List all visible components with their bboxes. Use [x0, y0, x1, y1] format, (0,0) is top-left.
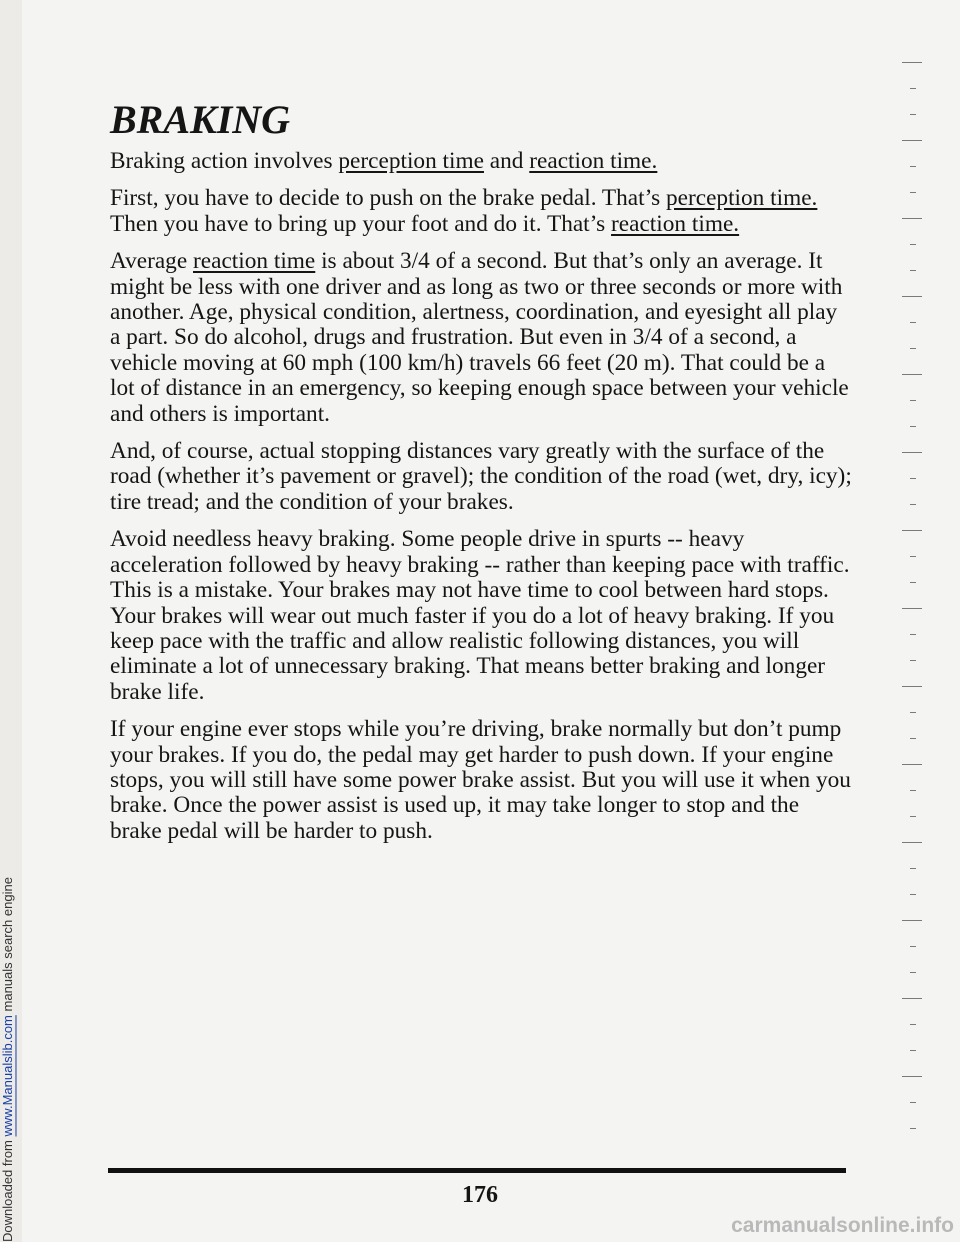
- defined-term: perception time: [338, 148, 484, 174]
- scan-mark: [910, 816, 916, 817]
- scan-mark: [910, 322, 916, 323]
- scan-mark: [902, 296, 922, 297]
- page-content: [110, 96, 852, 856]
- watermark: carmanualsonline.info: [731, 1214, 954, 1237]
- scan-mark: [902, 374, 922, 375]
- paragraph: [110, 717, 852, 844]
- scan-mark: [902, 218, 922, 219]
- footer-rule: [108, 1168, 846, 1173]
- scan-mark: [902, 842, 922, 843]
- defined-term: reaction time.: [529, 148, 658, 174]
- scan-mark: [910, 348, 916, 349]
- scan-mark: [910, 1102, 916, 1103]
- manualslib-link[interactable]: www.Manualslib.com: [0, 1015, 15, 1137]
- scan-mark: [910, 1024, 916, 1025]
- scan-mark: [902, 686, 922, 687]
- scan-mark: [910, 582, 916, 583]
- scan-mark: [902, 608, 922, 609]
- scan-mark: [910, 556, 916, 557]
- scan-mark: [910, 868, 916, 869]
- paragraph-text: is about 3/4 of a second. But that’s only an average. It might be less with one driver and as long as two or three seconds or more with another. Age, physical condition, alertness, coordination, and eyesight all play a part. So do alcohol, drugs and frustration. But even in 3/4 of a second, a vehicle moving at 60 mph (100 km/h) travels 66 feet (20 m). That could be a lot of distance in an emergency, so keeping enough space between your vehicle and others is important.: [110, 248, 849, 427]
- scan-mark: [910, 166, 916, 167]
- scan-edge-marks: [880, 0, 960, 1242]
- paragraph-text: Then you have to bring up your foot and do it. That’s: [110, 210, 612, 237]
- scan-mark: [902, 1076, 922, 1077]
- paragraph-text: and: [483, 148, 530, 174]
- paragraph-text: Average: [110, 248, 193, 275]
- defined-term: reaction time.: [611, 210, 740, 237]
- defined-term: reaction time: [193, 248, 316, 275]
- paragraph-text: First, you have to decide to push on the brake pedal. That’s: [110, 185, 666, 212]
- scan-mark: [910, 478, 916, 479]
- scan-mark: [902, 140, 922, 141]
- scan-mark: [910, 712, 916, 713]
- paragraph-text: If your engine ever stops while you’re driving, brake normally but don’t pump your brakes. If you do, the pedal may get harder to push down. If your engine stops, you will still have some power brake assist. But you will use it when you brake. Once the power assist is used up, it may take longer to stop and the brake pedal will be harder to push.: [110, 716, 851, 844]
- source-header-suffix: manuals search engine: [0, 877, 15, 1012]
- scan-mark: [910, 1050, 916, 1051]
- scan-mark: [910, 738, 916, 739]
- scan-mark: [910, 270, 916, 271]
- paragraph: [110, 439, 852, 515]
- scan-mark: [910, 972, 916, 973]
- scan-mark: [910, 400, 916, 401]
- page-number: 176: [462, 1182, 498, 1208]
- scan-mark: [902, 920, 922, 921]
- scan-mark: [902, 764, 922, 765]
- scan-mark: [910, 790, 916, 791]
- scan-mark: [910, 634, 916, 635]
- scan-mark: [902, 530, 922, 531]
- scan-mark: [902, 998, 922, 999]
- scan-mark: [910, 192, 916, 193]
- scan-mark: [910, 946, 916, 947]
- scan-mark: [910, 244, 916, 245]
- paragraph-text: And, of course, actual stopping distances vary greatly with the surface of the road (whether it’s pavement or gravel); the condition of the road (wet, dry, icy); tire tread; and the condition of your brakes.: [110, 438, 852, 515]
- page-title: BRAKING: [110, 97, 291, 142]
- paragraph: [110, 527, 852, 705]
- source-header-prefix: Downloaded from: [0, 1140, 15, 1242]
- scan-mark: [910, 88, 916, 89]
- scan-mark: [910, 426, 916, 427]
- source-header: [0, 0, 18, 1242]
- scan-mark: [910, 1128, 916, 1129]
- paragraph-text: Avoid needless heavy braking. Some people drive in spurts -- heavy acceleration followed by heavy braking -- rather than keeping pace with traffic. This is a mistake. Your brakes may not have time to cool between hard stops. Your brakes will wear out much faster if you do a lot of heavy braking. If you keep pace with the traffic and allow realistic following distances, you will eliminate a lot of unnecessary braking. That means better braking and longer brake life.: [110, 526, 850, 705]
- paragraph-text: Braking action involves: [110, 148, 339, 174]
- scan-mark: [910, 114, 916, 115]
- defined-term: perception time.: [666, 185, 818, 212]
- paragraph: [110, 149, 852, 174]
- scan-mark: [902, 62, 922, 63]
- scan-mark: [902, 452, 922, 453]
- scan-mark: [910, 660, 916, 661]
- scan-mark: [910, 504, 916, 505]
- paragraph: [110, 186, 852, 237]
- paragraph: [110, 249, 852, 427]
- scan-mark: [910, 894, 916, 895]
- body-text: [110, 149, 852, 844]
